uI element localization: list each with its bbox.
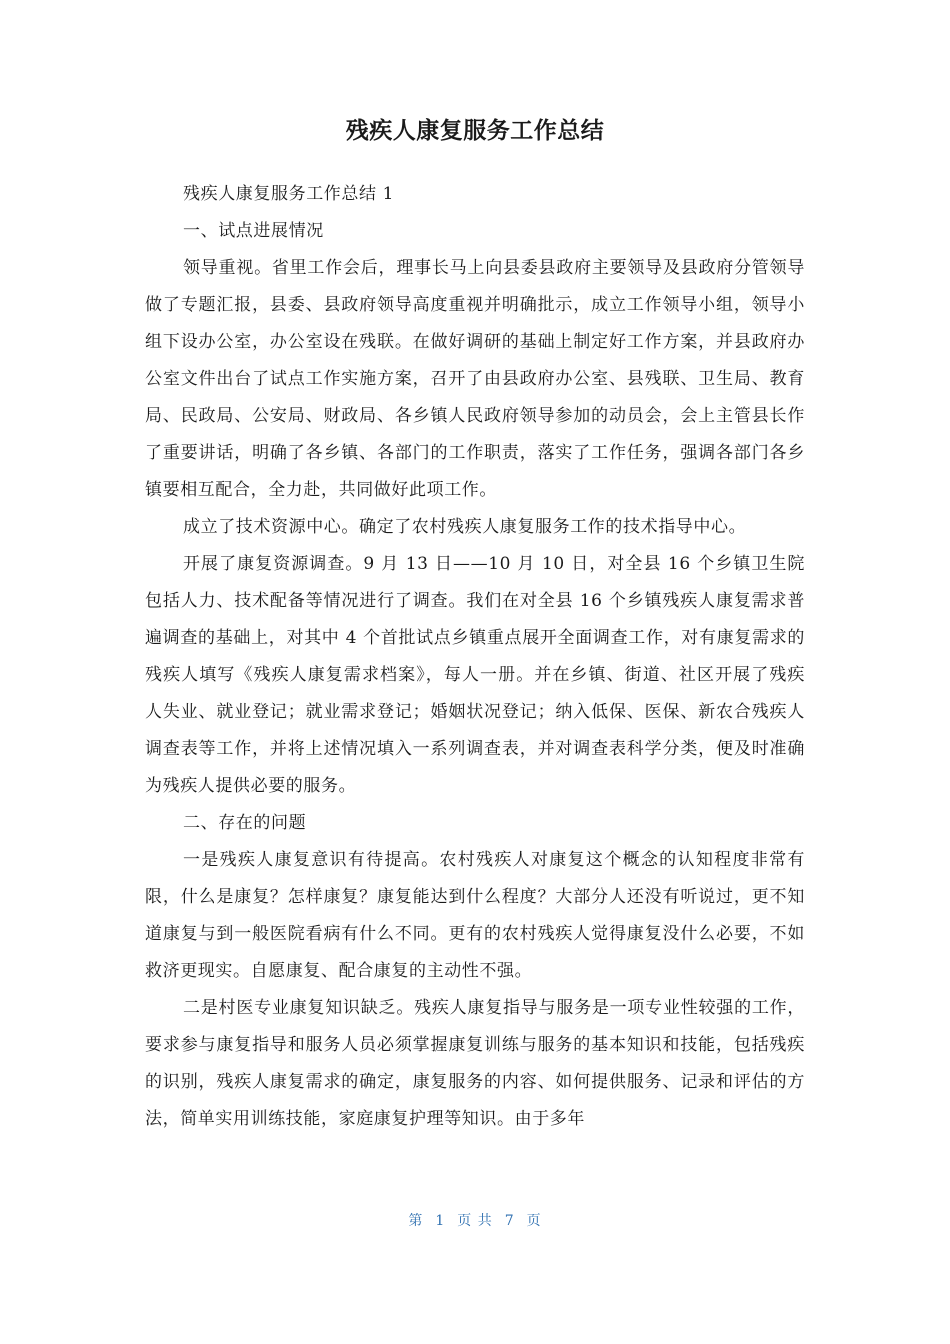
footer-middle: 页 共	[457, 1213, 493, 1229]
section-heading: 一、试点进展情况	[183, 221, 324, 241]
paragraph: 二是村医专业康复知识缺乏。残疾人康复指导与服务是一项专业性较强的工作，要求参与康复指导和服务人员必须掌握康复训练与服务的基本知识和技能，包括残疾的识别，残疾人康复需求的确定，康复服务的内容、如何提供服务、记录和评估的方法，简单实用训练技能，家庭康复护理等知识。由于多年	[145, 998, 805, 1129]
footer-current-page: 1	[435, 1213, 446, 1229]
paragraph: 成立了技术资源中心。确定了农村残疾人康复服务工作的技术指导中心。	[183, 517, 747, 537]
paragraph: 开展了康复资源调查。9 月 13 日——10 月 10 日，对全县 16 个乡镇卫生院包括人力、技术配备等情况进行了调查。我们在对全县 16 个乡镇残疾人康复需求普遍调查的基础上，对其中 4 个首批试点乡镇重点展开全面调查工作，对有康复需求的残疾人填写《残疾人康复需求档案》，每人一册。并在乡镇、街道、社区开展了残疾人失业、就业登记；就业需求登记；婚姻状况登记；纳入低保、医保、新农合残疾人调查表等工作，并将上述情况填入一系列调查表，并对调查表科学分类，便及时准确为残疾人提供必要的服务。	[145, 554, 805, 796]
document-body	[145, 176, 805, 1138]
paragraph: 残疾人康复服务工作总结 1	[183, 184, 395, 204]
footer-suffix: 页	[526, 1213, 542, 1229]
footer-total-pages: 7	[504, 1213, 515, 1229]
document-title: 残疾人康复服务工作总结	[345, 118, 605, 144]
paragraph: 一是残疾人康复意识有待提高。农村残疾人对康复这个概念的认知程度非常有限，什么是康复？怎样康复？康复能达到什么程度？大部分人还没有听说过，更不知道康复与到一般医院看病有什么不同。更有的农村残疾人觉得康复没什么必要，不如救济更现实。自愿康复、配合康复的主动性不强。	[145, 850, 805, 981]
footer-prefix: 第	[408, 1213, 424, 1229]
section-heading: 二、存在的问题	[183, 813, 307, 833]
page-footer	[0, 1210, 950, 1230]
paragraph: 领导重视。省里工作会后，理事长马上向县委县政府主要领导及县政府分管领导做了专题汇报，县委、县政府领导高度重视并明确批示，成立工作领导小组，领导小组下设办公室，办公室设在残联。在做好调研的基础上制定好工作方案，并县政府办公室文件出台了试点工作实施方案，召开了由县政府办公室、县残联、卫生局、教育局、民政局、公安局、财政局、各乡镇人民政府领导参加的动员会，会上主管县长作了重要讲话，明确了各乡镇、各部门的工作职责，落实了工作任务，强调各部门各乡镇要相互配合，全力赴，共同做好此项工作。	[145, 258, 805, 500]
